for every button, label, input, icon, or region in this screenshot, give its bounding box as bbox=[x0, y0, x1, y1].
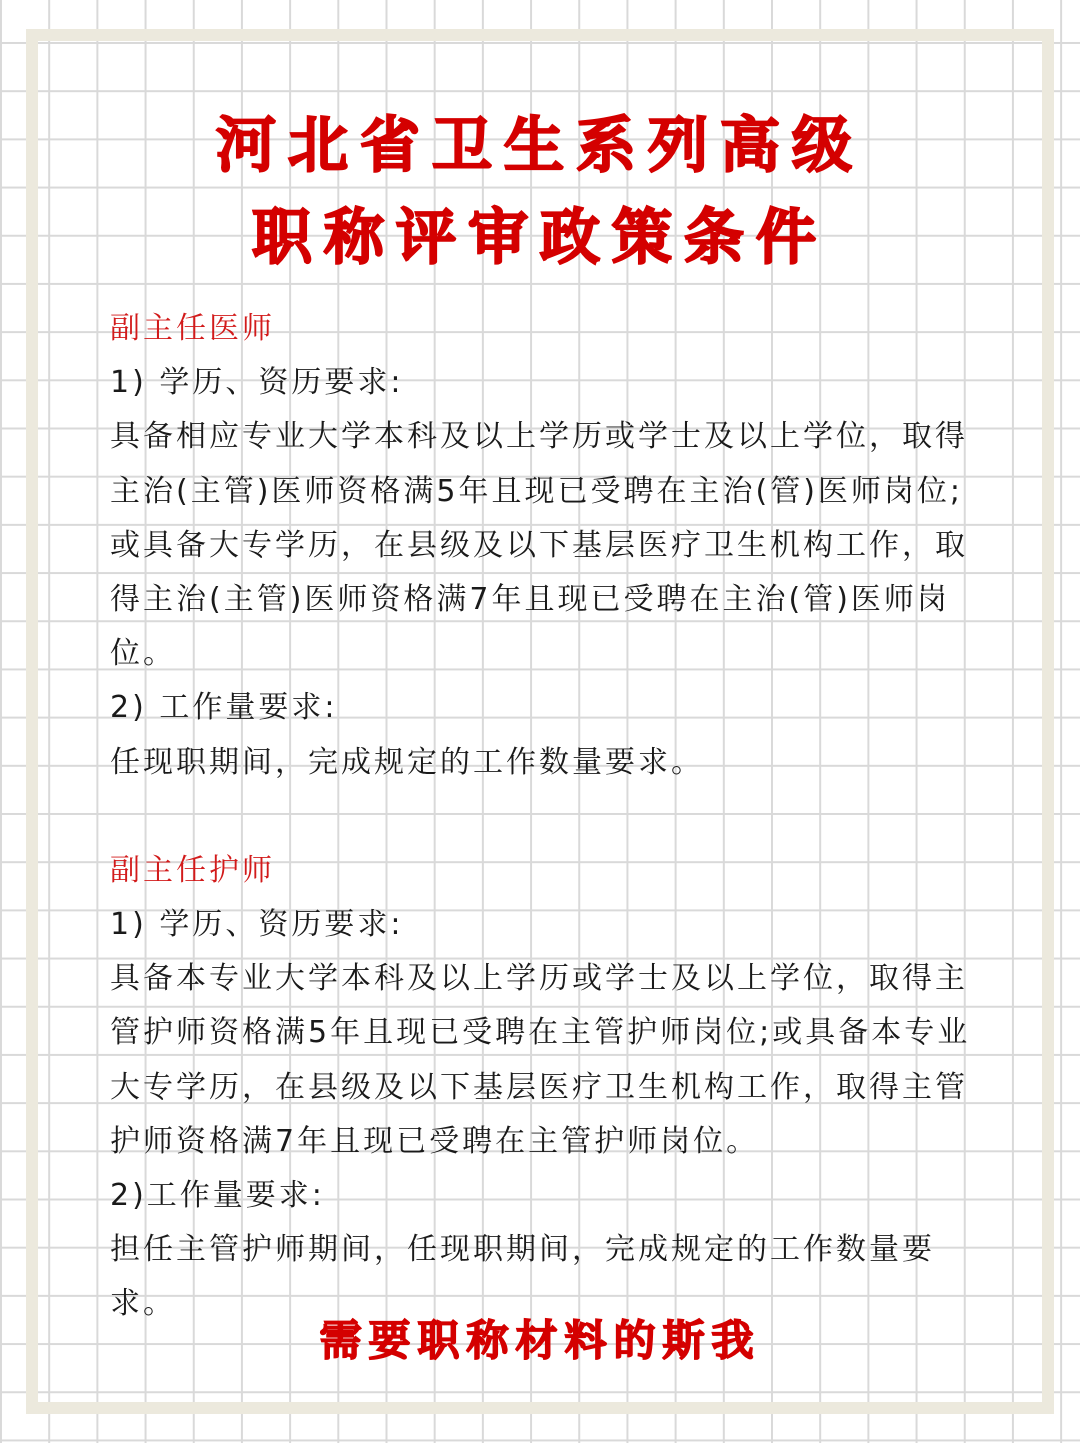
call-to-action: 需要职称材料的斯我 bbox=[319, 1316, 761, 1365]
requirement-text: 具备相应专业大学本科及以上学历或学士及以上学位，取得主治(主管)医师资格满5年且现已受聘在主治(管)医师岗位;或具备大专学历，在县级及以下基层医疗卫生机构工作，取得主治(主管)医师资格满7年且现已受聘在主治(管)医师岗位。 bbox=[110, 419, 968, 672]
section-deputy-chief-physician bbox=[110, 302, 980, 790]
page-title-line-2: 职称评审政策条件 bbox=[252, 203, 828, 273]
section-spacer bbox=[110, 790, 980, 844]
requirement-text: 担任主管护师期间，任现职期间，完成规定的工作数量要求。 bbox=[110, 1232, 935, 1322]
requirement-text: 任现职期间，完成规定的工作数量要求。 bbox=[110, 744, 704, 780]
requirement-label: 2)工作量要求: bbox=[110, 1178, 325, 1214]
section-deputy-chief-nurse bbox=[110, 844, 980, 1332]
policy-content bbox=[110, 302, 980, 1332]
page-title-line-1: 河北省卫生系列高级 bbox=[216, 111, 864, 181]
section-heading: 副主任护师 bbox=[110, 852, 275, 888]
requirement-label: 1) 学历、资历要求: bbox=[110, 907, 404, 943]
section-heading: 副主任医师 bbox=[110, 311, 275, 346]
requirement-label: 2) 工作量要求: bbox=[110, 690, 338, 726]
requirement-text: 具备本专业大学本科及以上学历或学士及以上学位，取得主管护师资格满5年且现已受聘在主管护师岗位;或具备本专业大专学历，在县级及以下基层医疗卫生机构工作，取得主管护师资格满7年且现已受聘在主管护师岗位。 bbox=[110, 961, 971, 1159]
requirement-label: 1) 学历、资历要求: bbox=[110, 365, 404, 401]
